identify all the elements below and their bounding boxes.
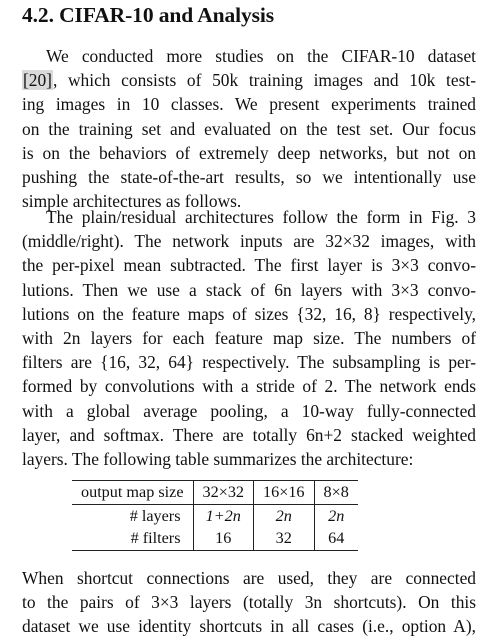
- table-header-row: [72, 481, 358, 505]
- table-header-cell: output map size: [72, 481, 193, 505]
- table-cell: 1+2n: [193, 504, 254, 527]
- table-row: [72, 504, 358, 527]
- text-line: When shortcut connections are used, they are connected: [22, 568, 476, 588]
- paragraph-1: [22, 44, 476, 213]
- text-line: is on the behaviors of extremely deep networks, but not on: [22, 142, 476, 163]
- table-cell: 2n: [254, 504, 315, 527]
- text-line: the per-pixel mean subtracted. The first layer is 3×3 convo-: [22, 255, 476, 276]
- text-line: simple architectures as follows.: [22, 191, 242, 212]
- paragraph-3: [22, 566, 476, 639]
- text-line: lutions on the feature maps of sizes {32, 16, 8} respectively,: [22, 303, 476, 324]
- table-row: [72, 527, 358, 550]
- text-line: lutions. Then we use a stack of 6n layers with 3×3 convo-: [22, 279, 476, 300]
- text-line: [22, 68, 476, 92]
- text-line: The plain/residual architectures follow the form in Fig. 3: [46, 207, 476, 227]
- text-line: with 2n layers for each feature map size. The numbers of: [22, 327, 476, 348]
- text-line: to the pairs of 3×3 layers (totally 3n shortcuts). On this: [22, 592, 476, 613]
- text-line: dataset we use identity shortcuts in all cases (i.e., option A),: [22, 616, 476, 637]
- table-row-label: # filters: [72, 527, 193, 550]
- text-line: (middle/right). The network inputs are 32×32 images, with: [22, 231, 476, 252]
- table-row-label: # layers: [72, 504, 193, 527]
- text-line: on the training set and evaluated on the test set. Our focus: [22, 118, 476, 139]
- text-line: layers. The following table summarizes the architecture:: [22, 448, 414, 469]
- text-line: pushing the state-of-the-art results, so we intentionally use: [22, 166, 476, 187]
- table-cell: 64: [314, 527, 358, 550]
- text-line: formed by convolutions with a stride of 2. The network ends: [22, 376, 476, 397]
- paragraph-2: [22, 205, 476, 471]
- text-line: with a global average pooling, a 10-way fully-connected: [22, 400, 476, 421]
- table-header-cell: 8×8: [314, 481, 358, 505]
- table-cell: 16: [193, 527, 254, 550]
- table-cell: 32: [254, 527, 315, 550]
- citation-link[interactable]: [20]: [23, 70, 52, 91]
- table-cell: 2n: [328, 506, 345, 525]
- section-heading: 4.2. CIFAR-10 and Analysis: [22, 3, 275, 27]
- text-line: We conducted more studies on the CIFAR-10 dataset: [46, 46, 476, 66]
- text-segment: , which consists of 50k training images and 10k test-: [52, 70, 476, 91]
- table-header-cell: 32×32: [193, 481, 254, 505]
- table-header-cell: 16×16: [254, 481, 315, 505]
- architecture-table: [72, 480, 358, 551]
- text-line: filters are {16, 32, 64} respectively. The subsampling is per-: [22, 352, 476, 373]
- text-line: layer, and softmax. There are totally 6n+2 stacked weighted: [22, 424, 476, 445]
- text-line: ing images in 10 classes. We present experiments trained: [22, 94, 476, 115]
